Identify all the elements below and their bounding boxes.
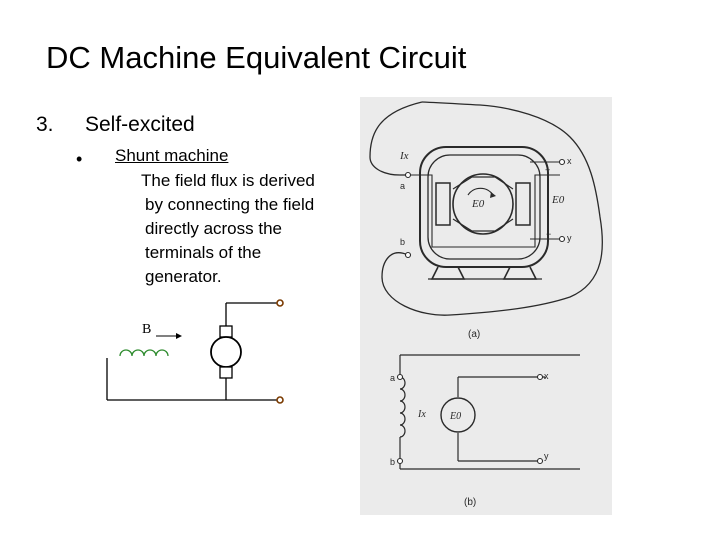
terminal-b-dot xyxy=(406,253,411,258)
top-terminal xyxy=(277,300,283,306)
emf-label: E0 xyxy=(450,411,462,422)
terminal-label: y xyxy=(544,451,549,461)
list-item-text: Self-excited xyxy=(85,113,195,136)
brush-top xyxy=(220,326,232,337)
bullet-marker: • xyxy=(76,149,83,169)
field-label: B xyxy=(142,322,152,337)
terminal-label: a xyxy=(400,181,406,191)
terminal-label: x xyxy=(544,371,549,381)
description-line: terminals of the xyxy=(145,243,262,262)
current-label: Ix xyxy=(400,150,409,162)
terminal-label: a xyxy=(390,373,396,383)
bullet-title: Shunt machine xyxy=(115,146,229,165)
terminal-b-dot xyxy=(398,459,403,464)
terminal-y-dot xyxy=(538,459,543,464)
terminal-a-dot xyxy=(398,375,403,380)
description-line: by connecting the field xyxy=(145,195,315,214)
terminal-label: x xyxy=(567,156,572,166)
terminal-label: b xyxy=(390,457,396,467)
armature xyxy=(211,337,241,367)
terminal-x-dot xyxy=(538,375,543,380)
emf-label: E0 xyxy=(472,198,485,210)
polarity-minus: − xyxy=(546,229,552,239)
figure-label: (b) xyxy=(464,497,477,508)
current-label: Ix xyxy=(418,409,426,420)
terminal-a-dot xyxy=(406,173,411,178)
list-number: 3. xyxy=(36,113,54,136)
description-line: directly across the xyxy=(145,219,282,238)
slide-title: DC Machine Equivalent Circuit xyxy=(46,40,467,75)
brush-bottom xyxy=(220,367,232,378)
shunt-equivalent-circuit xyxy=(100,296,290,406)
terminal-label: y xyxy=(567,233,572,243)
terminal-label: b xyxy=(400,237,406,247)
terminal-x-dot xyxy=(560,160,565,165)
figure-label: (a) xyxy=(468,329,481,340)
description-line: The field flux is derived xyxy=(141,171,315,190)
emf-side-label: E0 xyxy=(552,194,565,206)
bottom-terminal xyxy=(277,397,283,403)
field-coil xyxy=(120,350,168,356)
scanned-figure xyxy=(360,97,612,515)
description-line: generator. xyxy=(145,267,222,286)
arrow-icon xyxy=(176,333,182,339)
terminal-y-dot xyxy=(560,237,565,242)
polarity-plus: + xyxy=(545,165,551,175)
